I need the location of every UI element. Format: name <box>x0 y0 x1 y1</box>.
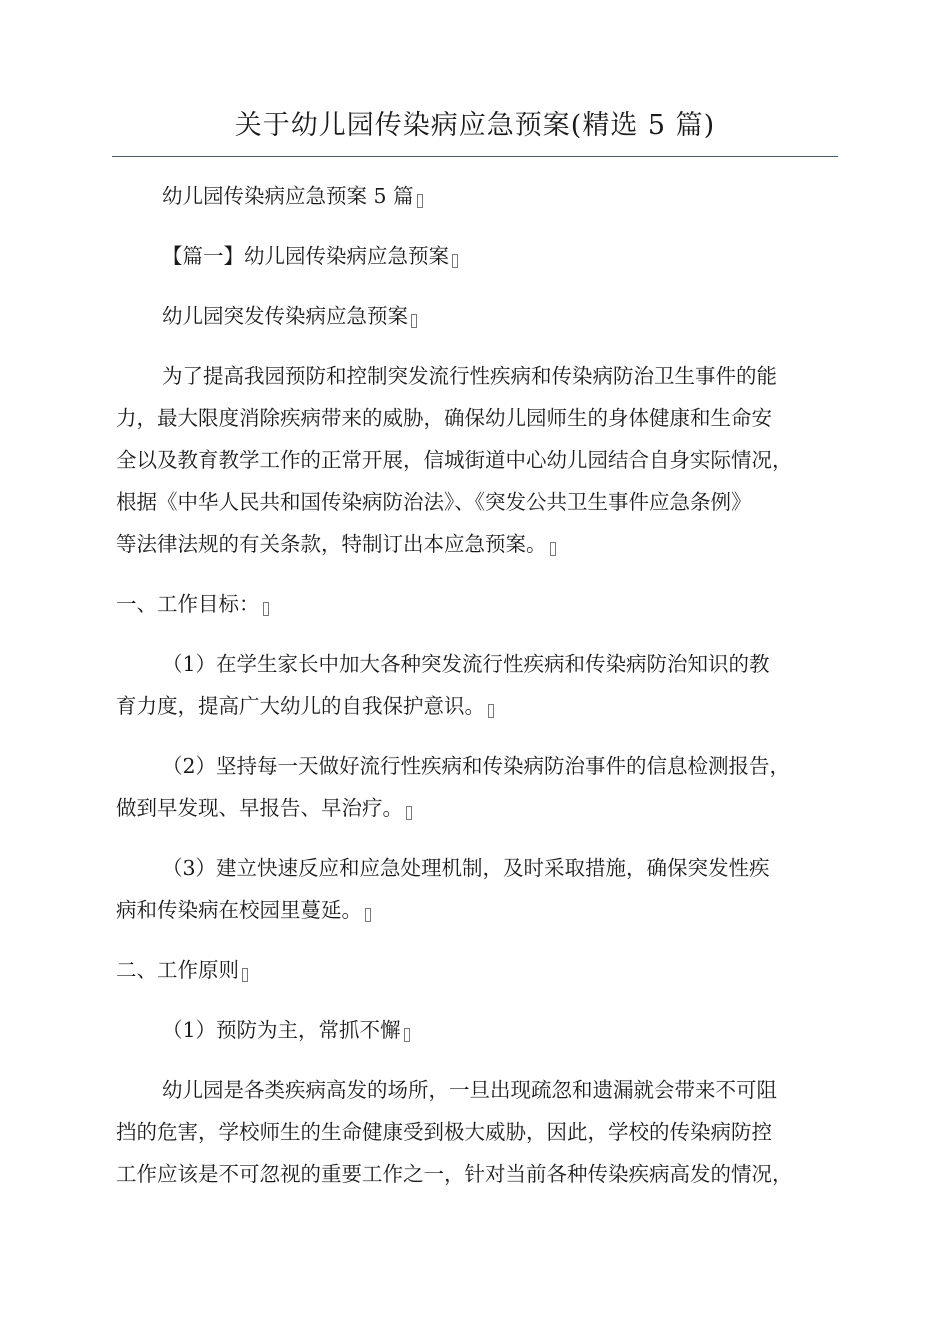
paragraph-line: 育力度，提高广大幼儿的自我保护意识。 <box>116 692 494 720</box>
paragraph-mark-icon <box>417 194 423 208</box>
paragraph-line: （1）预防为主，常抓不懈 <box>162 1016 410 1044</box>
paragraph-line: 力，最大限度消除疾病带来的威胁，确保幼儿园师生的身体健康和生命安 <box>116 406 772 430</box>
paragraph-line: 工作应该是不可忽视的重要工作之一，针对当前各种传染疾病高发的情况， <box>116 1162 793 1186</box>
title-divider <box>112 156 838 157</box>
paragraph-line: 全以及教育教学工作的正常开展，信城街道中心幼儿园结合自身实际情况， <box>116 448 793 472</box>
paragraph-mark-icon <box>406 806 412 820</box>
section-heading: 【篇一】幼儿园传染病应急预案 <box>162 242 458 270</box>
paragraph-mark-icon <box>411 314 417 328</box>
document-title: 关于幼儿园传染病应急预案(精选 5 篇) <box>234 110 716 141</box>
paragraph-mark-icon <box>404 1028 410 1042</box>
paragraph-line: （1）在学生家长中加大各种突发流行性疾病和传染病防治知识的教 <box>162 652 770 676</box>
paragraph-mark-icon <box>263 602 269 616</box>
paragraph-mark-icon <box>365 908 371 922</box>
section-heading: 二、工作原则 <box>116 956 248 984</box>
paragraph-line: 幼儿园传染病应急预案 5 篇 <box>162 182 423 210</box>
paragraph-line: （3）建立快速反应和应急处理机制，及时采取措施，确保突发性疾 <box>162 856 770 880</box>
paragraph-line: 挡的危害，学校师生的生命健康受到极大威胁，因此，学校的传染病防控 <box>116 1120 772 1144</box>
paragraph-line: 做到早发现、早报告、早治疗。 <box>116 794 412 822</box>
paragraph-line: 幼儿园突发传染病应急预案 <box>162 302 417 330</box>
paragraph-line: 等法律法规的有关条款，特制订出本应急预案。 <box>116 530 556 558</box>
paragraph-line: 为了提高我园预防和控制突发流行性疾病和传染病防治卫生事件的能 <box>162 364 777 388</box>
paragraph-line: 根据《中华人民共和国传染病防治法》、《突发公共卫生事件应急条例》 <box>116 490 752 514</box>
paragraph-line: （2）坚持每一天做好流行性疾病和传染病防治事件的信息检测报告， <box>162 754 791 778</box>
paragraph-line: 病和传染病在校园里蔓延。 <box>116 896 371 924</box>
paragraph-line: 幼儿园是各类疾病高发的场所，一旦出现疏忽和遗漏就会带来不可阻 <box>162 1078 777 1102</box>
section-heading: 一、工作目标： <box>116 590 269 618</box>
paragraph-mark-icon <box>452 254 458 268</box>
paragraph-mark-icon <box>488 704 494 718</box>
paragraph-mark-icon <box>550 542 556 556</box>
paragraph-mark-icon <box>242 968 248 982</box>
